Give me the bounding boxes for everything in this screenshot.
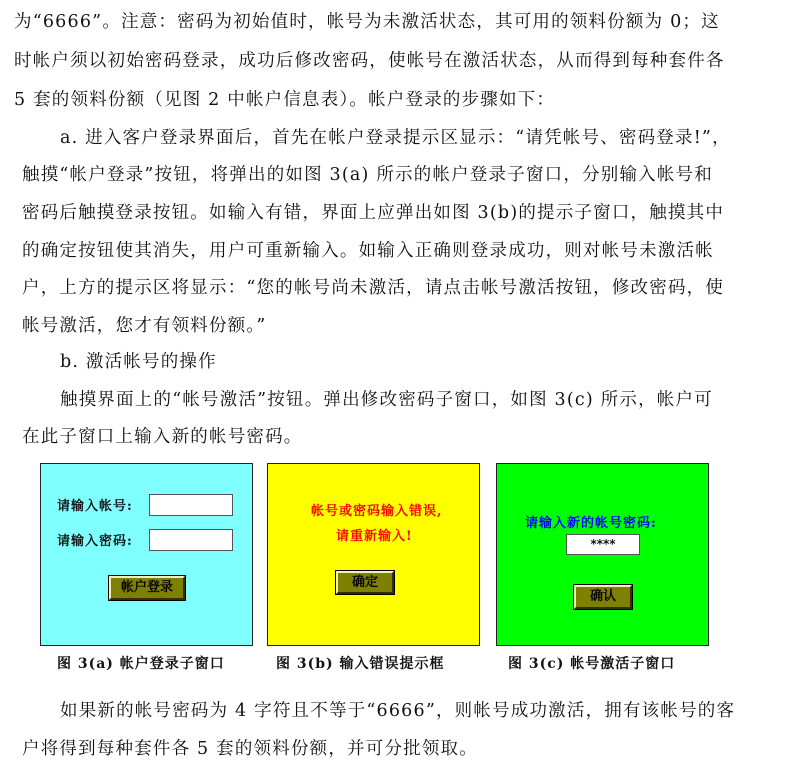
paragraph-line: 如果新的帐号密码为 4 字符且不等于“6666”，则帐号成功激活，拥有该帐号的客 (60, 701, 736, 721)
password-label: 请输入密码: (57, 534, 133, 549)
account-label: 请输入帐号: (57, 499, 133, 514)
paragraph-line: 的确定按钮使其消失，用户可重新输入。如输入正确则登录成功，则对帐号未激活帐 (22, 241, 714, 261)
paragraph-line: a. 进入客户登录界面后，首先在帐户登录提示区显示：“请凭帐号、密码登录!”， (60, 128, 731, 148)
confirm-button[interactable]: 确认 (574, 585, 632, 609)
paragraph-line: b. 激活帐号的操作 (60, 352, 217, 372)
paragraph-line: 时帐户须以初始密码登录，成功后修改密码，使帐号在激活状态，从而得到每种套件各 (14, 51, 725, 71)
figure-caption-a: 图 3(a) 帐户登录子窗口 (57, 656, 225, 672)
paragraph-line: 触摸“帐户登录”按钮，将弹出的如图 3(a) 所示的帐户登录子窗口，分别输入帐号和 (22, 165, 713, 185)
paragraph-line: 密码后触摸登录按钮。如输入有错，界面上应弹出如图 3(b)的提示子窗口，触摸其中 (22, 203, 725, 223)
paragraph-line: 为“6666”。注意：密码为初始值时，帐号为未激活状态，其可用的领料份额为 0；这 (14, 12, 720, 32)
figure-caption-c: 图 3(c) 帐号激活子窗口 (508, 656, 676, 672)
figure-caption-b: 图 3(b) 输入错误提示框 (276, 656, 445, 672)
account-login-button[interactable]: 帐户登录 (109, 576, 185, 600)
ok-button[interactable]: 确定 (336, 571, 394, 594)
new-password-field[interactable] (566, 534, 640, 555)
paragraph-line: 帐号激活，您才有领料份额。” (22, 316, 267, 336)
password-field[interactable] (149, 529, 233, 551)
account-field[interactable] (149, 494, 233, 516)
paragraph-line: 在此子窗口上输入新的帐号密码。 (22, 427, 303, 447)
error-message-line1: 帐号或密码输入错误, (311, 504, 443, 519)
error-message-line2: 请重新输入! (336, 529, 413, 544)
paragraph-line: 触摸界面上的“帐号激活”按钮。弹出修改密码子窗口，如图 3(c) 所示，帐户可 (60, 390, 713, 410)
error-prompt-box (267, 463, 480, 646)
login-subwindow (40, 463, 253, 646)
paragraph-line: 户将得到每种套件各 5 套的领料份额，并可分批领取。 (22, 739, 478, 759)
paragraph-line: 户，上方的提示区将显示：“您的帐号尚未激活，请点击帐号激活按钮，修改密码，使 (22, 278, 725, 298)
paragraph-line: 5 套的领料份额（见图 2 中帐户信息表）。帐户登录的步骤如下： (14, 90, 556, 110)
activation-subwindow (496, 463, 709, 646)
new-password-value: **** (590, 537, 616, 551)
new-password-prompt: 请输入新的帐号密码: (525, 516, 657, 531)
